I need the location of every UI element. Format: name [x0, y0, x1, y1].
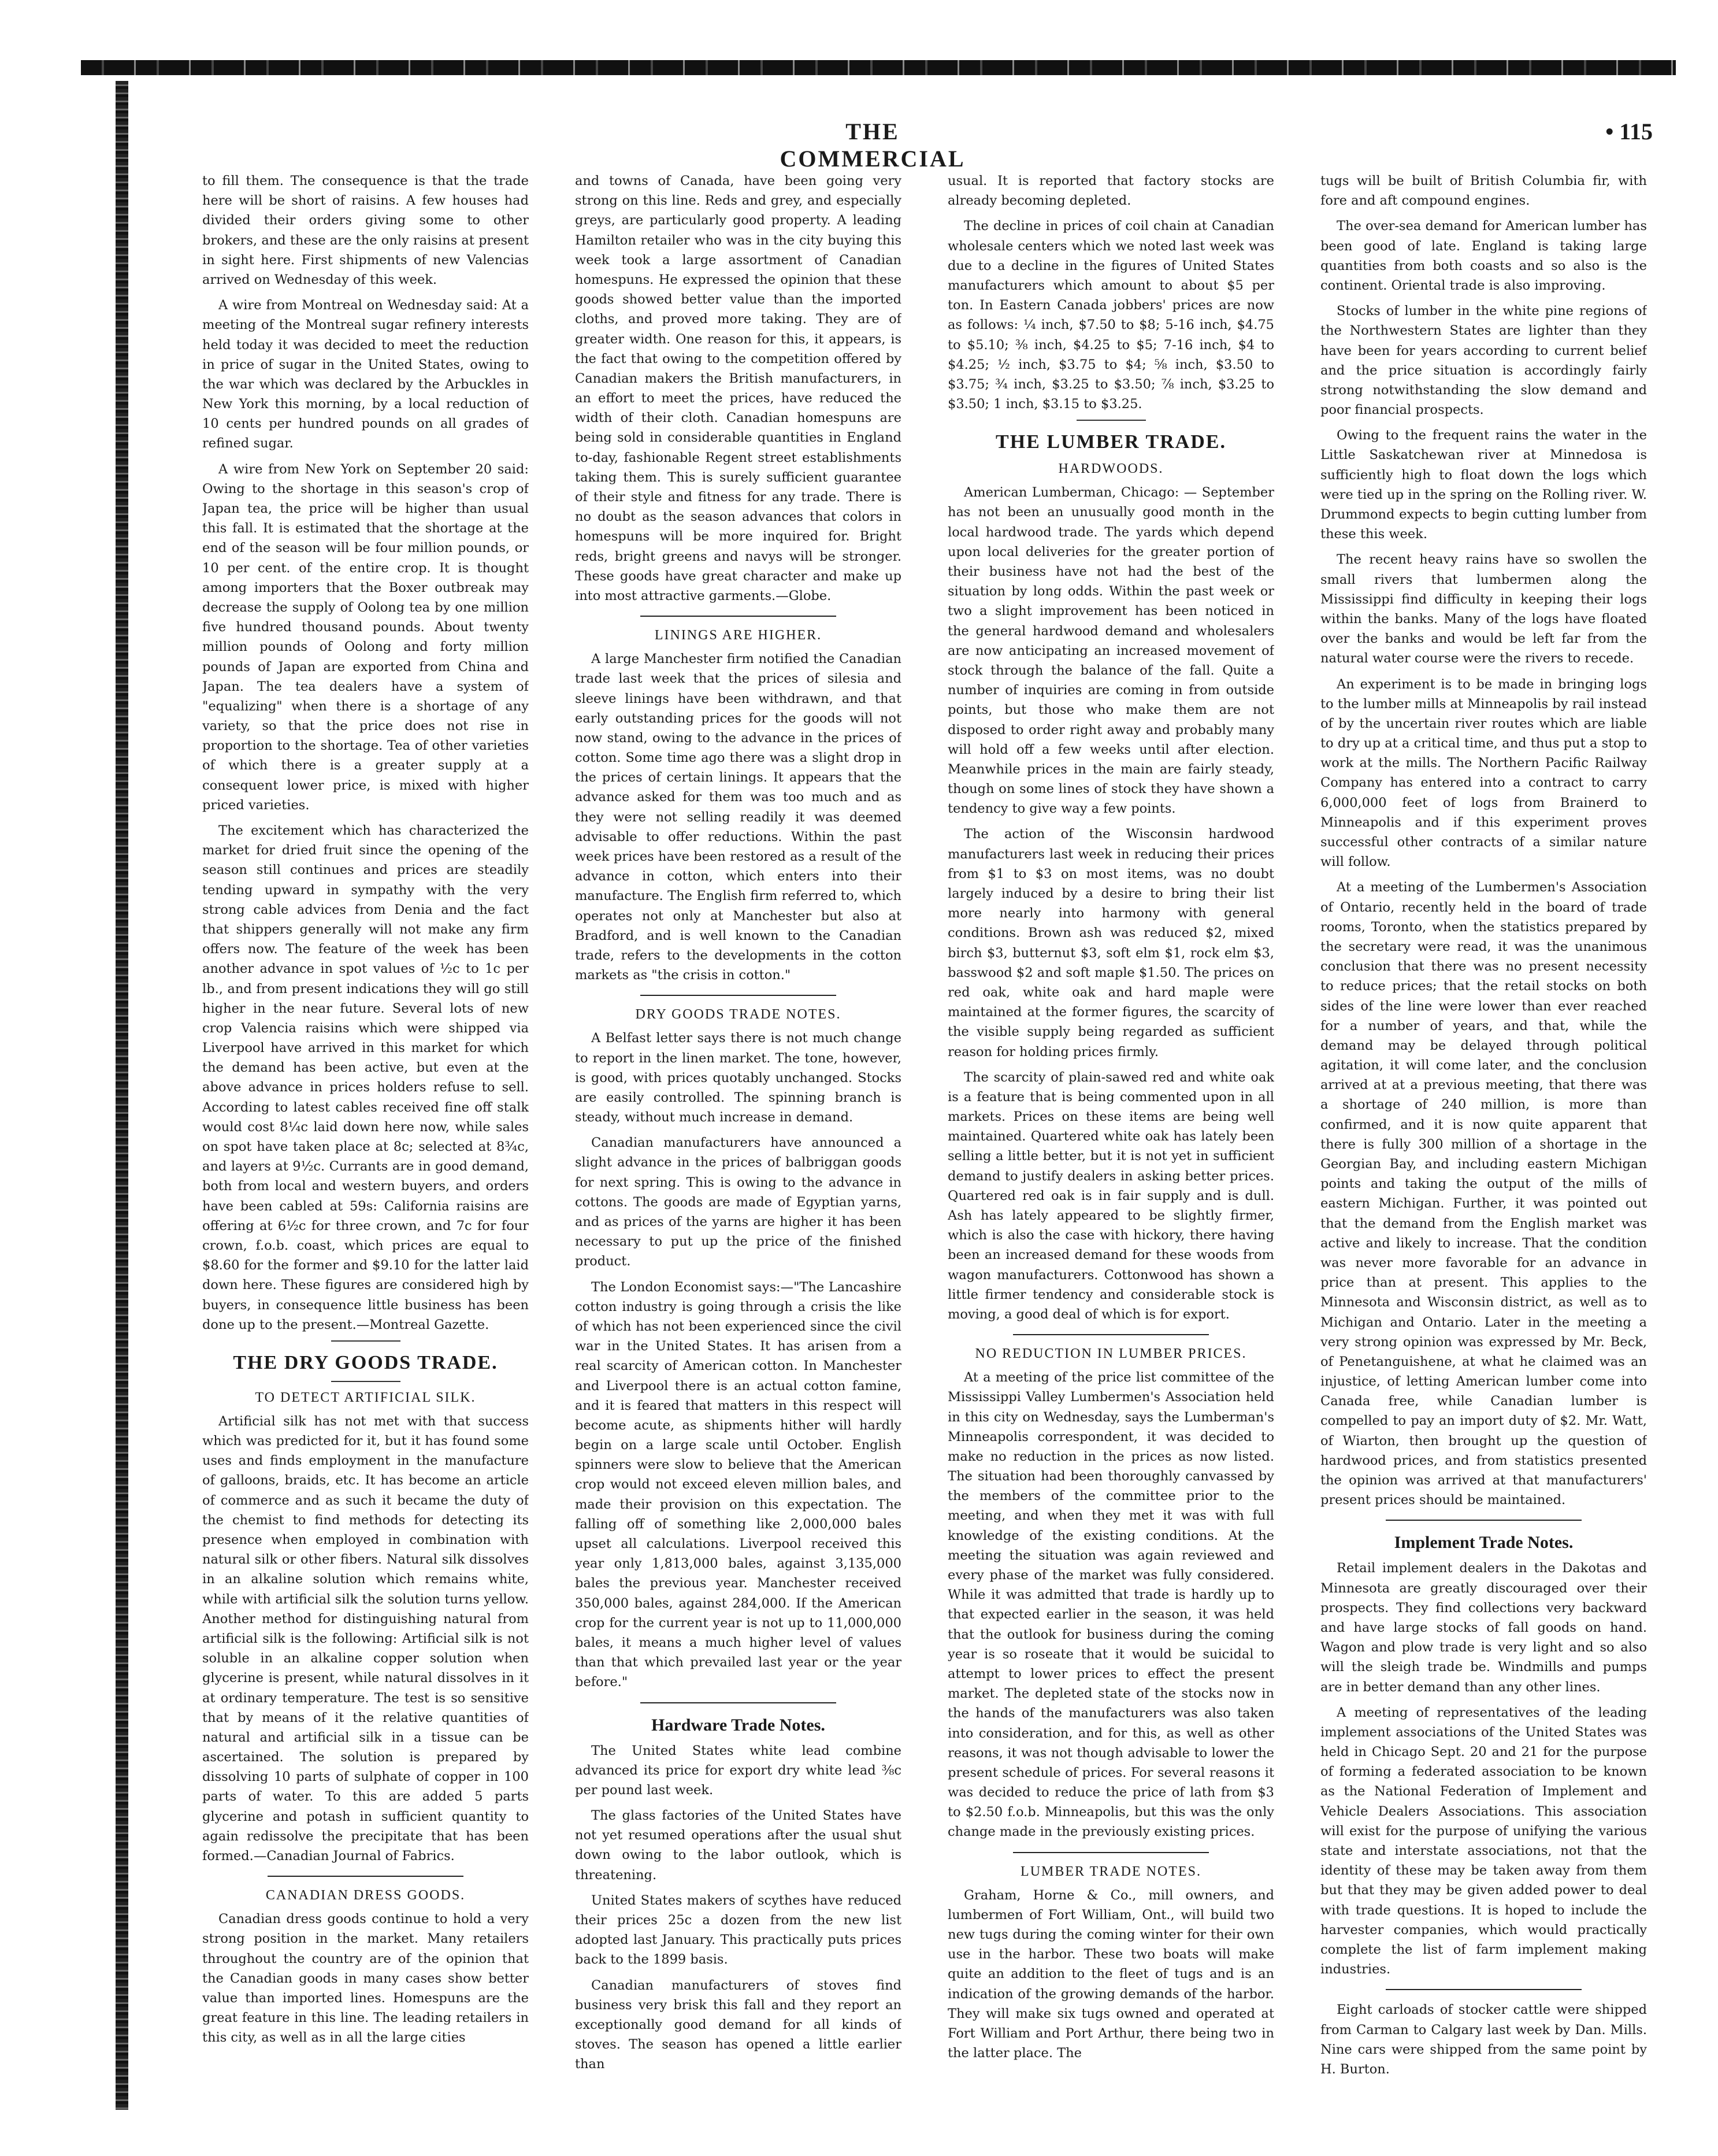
paragraph: Artificial silk has not met with that success which was predicted for it, but it has found some uses and finds employment in the manufacture of galloons, braids, etc. It has become an article of commerce and as such it became the duty of the chemist to find methods for detecting its presence when employed in combination with natural silk or other fibers. Natural silk dissolves in an alkaline solution which remains white, while with artificial silk the solution turns yellow. Another method for distinguishing natural from artificial silk is the following: Artificial silk is not soluble in an alkaline copper solution when glycerine is present, while natural dissolves in it at ordinary temperature. The test is so sensitive that by means of it the relative quantities of natural and artificial silk in a tissue can be ascertained. The solution is prepared by dissolving 10 parts of sulphate of copper in 100 parts of water. To this are added 5 parts glycerine and potash in sufficient quantity to again redissolve the precipitate that has been formed.—Canadian Journal of Fabrics. — [202, 1413, 529, 1864]
column-3 — [948, 171, 1274, 2096]
page-header — [0, 118, 1718, 172]
article-heading: Implement Trade Notes. — [1394, 1533, 1574, 1553]
paragraph: and towns of Canada, have been going very strong on this line. Reds and grey, and especially greys, are particularly good property. A leading Hamilton retailer who was in the city buying this week took a large assortment of Canadian homespuns. He expressed the opinion that these goods showed better value than the imported cloths, and proved more taking. They are of greater width. One reason for this, it appears, is the fact that owing to the competition offered by Canadian makers the British manufacturers, in an effort to meet the prices, have reduced the width of their cloth. Canadian homespuns are being sold in considerable quantities in England to-day, fashionable Regent street establishments taking them. This is surely sufficient guarantee of their style and fitness for any trade. There is no doubt as the season advances that colors in homespuns will be more inquired for. Bright reds, bright greens and navys will be stronger. These goods have great character and make up into most attractive garments.—Globe. — [575, 173, 901, 603]
divider — [1077, 420, 1146, 421]
paragraph: A large Manchester firm notified the Canadian trade last week that the prices of silesia and sleeve linings have been withdrawn, and that early outstanding prices for the goods will not now stand, owing to the advance in the prices of cotton. Some time ago there was a slight drop in the prices of certain linings. It appears that the advance asked for them was too much and as they were not selling readily it was deemed advisable to offer reductions. Within the past week prices have been restored as a result of the advance in cotton, which enters into their manufacture. The English firm referred to, which operates not only at Manchester but also at Bradford, and is well known to the Canadian trade, refers to the developments in the cotton markets as "the crisis in cotton." — [575, 651, 901, 983]
paragraph: Retail implement dealers in the Dakotas and Minnesota are greatly discouraged over their prospects. They find collections very backward and have large stocks of fall goods on hand. Wagon and plow trade is very light and so also will the sleigh trade be. Windmills and pumps are in better demand than any other lines. — [1320, 1561, 1647, 1695]
paragraph: Stocks of lumber in the white pine regions of the Northwestern States are lighter than they have been for years according to current belief and the price situation is accordingly fairly strong notwithstanding the slow demand and poor financial prospects. — [1320, 303, 1647, 418]
paragraph: The London Economist says:—"The Lancashire cotton industry is going through a crisis the like of which has not been experienced since the civil war in the United States. It has arisen from a real scarcity of American cotton. In Manchester and Liverpool there is an actual cotton famine, and it is feared that matters in this respect will become acute, as shipments hither will hardly begin on a large scale until October. English spinners were slow to believe that the American crop would not exceed eleven million bales, and made their provision on this expectation. The falling off of something like 2,000,000 bales upset all calculations. Liverpool received this year only 1,813,000 bales, against 3,135,000 bales the previous year. Manchester received 350,000 bales, against 284,000. If the American crop for the current year is not up to 11,000,000 bales, it means a much higher level of values than that which prevailed last year or the year before." — [575, 1279, 901, 1690]
paragraph: The recent heavy rains have so swollen the small rivers that lumbermen along the Mississippi find difficulty in keeping their logs within the banks. Many of the logs have floated over the banks and would be left far from the natural water course were the rivers to recede. — [1320, 552, 1647, 666]
paragraph: usual. It is reported that factory stocks are already becoming depleted. — [948, 173, 1274, 209]
column-4 — [1320, 171, 1647, 2096]
article-heading: DRY GOODS TRADE NOTES. — [635, 1007, 841, 1023]
paragraph: The over-sea demand for American lumber has been good of late. England is taking large quantities from both coasts and so also is the continent. Oriental trade is also improving. — [1320, 218, 1647, 293]
masthead: THE COMMERCIAL — [780, 118, 966, 172]
article-columns — [202, 171, 1647, 2096]
paragraph: An experiment is to be made in bringing logs to the lumber mills at Minneapolis by rail instead of by the uncertain river routes which are liable to dry up at a critical time, and thus put a stop to work at the mills. The Northern Pacific Railway Company has entered into a contract to carry 6,000,000 feet of logs from Brainerd to Minneapolis and if this experiment proves successful other contracts of a similar nature will follow. — [1320, 676, 1647, 870]
paragraph: A meeting of representatives of the leading implement associations of the United States was held in Chicago Sept. 20 and 21 for the purpose of forming a federated association to be known as the National Federation of Implement and Vehicle Dealers Associations. This association will exist for the purpose of unifying the various state and interstate associations, not that the identity of these may be taken away from them but that they may be given added power to deal with trade questions. It is hoped to include the harvester companies, which would practically complete the list of farm implement making industries. — [1320, 1705, 1647, 1977]
paragraph: The scarcity of plain-sawed red and white oak is a feature that is being commented upon in all markets. Prices on these items are being well maintained. Quartered white oak has lately been selling a little better, but it is not yet in sufficient demand to justify dealers in asking better prices. Quartered red oak is in fair supply and is dull. Ash has lately appeared to be slightly firmer, which is also the case with hickory, there having been an increased demand for these woods from wagon manufacturers. Cottonwood has shown a little firmer tendency and considerable stock is moving, a good deal of which is for export. — [948, 1069, 1274, 1322]
paragraph: tugs will be built of British Columbia fir, with fore and aft compound engines. — [1320, 173, 1647, 209]
binding-edge — [116, 81, 128, 2110]
divider — [268, 1873, 463, 1880]
page-number: • 115 — [1605, 118, 1653, 145]
paragraph: United States makers of scythes have reduced their prices 25c a dozen from the new list adopted last January. This practically puts prices back to the 1899 basis. — [575, 1892, 901, 1968]
paragraph: Canadian manufacturers have announced a slight advance in the prices of balbriggan goods for next spring. This is owing to the advance in cottons. The goods are made of Egyptian yarns, and as prices of the yarns are higher it has been necessary to put up the price of the finished product. — [575, 1135, 901, 1269]
paragraph: A Belfast letter says there is not much change to report in the linen market. The tone, however, is good, with prices quotably unchanged. Stocks are easily controlled. The spinning branch is steady, without much increase in demand. — [575, 1031, 901, 1125]
paragraph: At a meeting of the price list committee of the Mississippi Valley Lumbermen's Association held in this city on Wednesday, says the Lumberman's Minneapolis correspondent, it was decided to make no reduction in the prices as now listed. The situation had been thoroughly canvassed by the members of the committee prior to the meeting, and when they met it was with full knowledge of the existing conditions. At the meeting the situation was again reviewed and every phase of the market was fully considered. While it was admitted that trade is hardly up to that expected earlier in the season, it was held that the outlook for business during the coming year is so roseate that it would be suicidal to attempt to lower prices to effect the present market. The depleted state of the stocks now in the hands of the manufacturers was also taken into consideration, and for this, as well as other reasons, it was not though advisable to lower the present schedule of prices. For several reasons it was decided to reduce the price of lath from $3 to $2.50 f.o.b. Minneapolis, but this was the only change made in the previously existing prices. — [948, 1370, 1274, 1840]
divider — [1386, 1517, 1582, 1524]
paragraph: A wire from New York on September 20 said: Owing to the shortage in this season's crop of Japan tea, the price will be higher than usual this fall. It is estimated that the shortage at the end of the season will be four million pounds, or 10 per cent. of the entire crop. It is thought among importers that the Boxer outbreak may decrease the supply of Oolong tea by one million five hundred thousand pounds. About twenty million pounds of Oolong and forty million pounds of Japan are exported from China and Japan. The tea dealers have a system of "equalizing" when there is a shortage of any variety, so that the price does not rise in proportion to the shortage. Tea of other varieties of which there is a greater supply at a consequent lower price, is mixed with higher priced varieties. — [202, 461, 529, 813]
divider — [1013, 1849, 1209, 1856]
paragraph: At a meeting of the Lumbermen's Association of Ontario, recently held in the board of trade rooms, Toronto, when the statistics prepared by the secretary were read, it was the unanimous conclusion that there was no present necessity to reduce prices; that the retail stocks on both sides of the line were lower than ever reached for a number of years, and that, while the demand may be delayed through political agitation, it will come later, and the conclusion arrived at at a previous meeting, that there was a shortage of 240 million, is more than confirmed, and it is now quite apparent that there is fully 300 million of a shortage in the Georgian Bay, and including eastern Michigan points and taking the output of the mills of eastern Michigan. Further, it was pointed out that the demand from the English market was active and likely to increase. That the condition was never more favorable for an advance in price than at present. This applies to the Minnesota and Wisconsin district, as well as to Michigan and Ontario. Later in the meeting a very strong opinion was expressed by Mr. Beck, of Penetanguishene, at what he claimed was an injustice, of letting American lumber come into Canada free, while Canadian lumber is compelled to pay an import duty of $2. Mr. Watt, of Wiarton, then brought up the question of hardwood prices, and from statistics presented the opinion was arrived at that manufacturers' present prices should be maintained. — [1320, 880, 1647, 1508]
section-heading: THE DRY GOODS TRADE. — [233, 1351, 498, 1373]
article-heading: LININGS ARE HIGHER. — [654, 628, 822, 643]
top-border-rule — [81, 60, 1676, 75]
divider — [640, 992, 836, 999]
section-heading: THE LUMBER TRADE. — [996, 431, 1226, 453]
paragraph: The excitement which has characterized the market for dried fruit since the opening of the season still continues and prices are steadily tending upward in sympathy with the very strong cable advices from Denia and the fact that shippers generally will not make any firm offers now. The feature of the week has been another advance in spot values of ½c to 1c per lb., and from present indications they will go still higher in the near future. Several lots of new crop Valencia raisins which were shipped via Liverpool have arrived in this market for which the demand has been active, but even at the above advance in prices holders refuse to sell. According to latest cables received fine off stalk would cost 8¼c laid down here now, while sales on spot have taken place at 8c; selected at 8¾c, and layers at 9½c. Currants are in good demand, both from local and western buyers, and orders have been cabled at 59s: California raisins are offering at 6½c for three crown, and 7c for four crown, f.o.b. coast, which prices are equal to $8.60 for the former and $9.10 for the latter laid down here. These figures are considered high by buyers, in consequence little business has been done up to the present.—Montreal Gazette. — [202, 823, 529, 1332]
article-heading: CANADIAN DRESS GOODS. — [265, 1888, 466, 1903]
article-heading: Hardware Trade Notes. — [651, 1715, 825, 1735]
divider — [640, 613, 836, 620]
article-heading: HARDWOODS. — [1058, 461, 1164, 477]
article-heading: NO REDUCTION IN LUMBER PRICES. — [975, 1346, 1247, 1362]
article-heading: TO DETECT ARTIFICIAL SILK. — [255, 1390, 476, 1405]
paragraph: Eight carloads of stocker cattle were shipped from Carman to Calgary last week by Dan. Mills. Nine cars were shipped from the same point by H. Burton. — [1320, 2002, 1647, 2077]
column-2 — [575, 171, 901, 2096]
paragraph: to fill them. The consequence is that the trade here will be short of raisins. A few houses had divided their orders giving some to other brokers, and these are the only raisins at present in sight here. First shipments of new Valencias arrived on Wednesday of this week. — [202, 173, 529, 287]
paragraph: The glass factories of the United States have not yet resumed operations after the usual shut down owing to the labor outlook, which is threatening. — [575, 1808, 901, 1883]
paragraph: The decline in prices of coil chain at Canadian wholesale centers which we noted last week was due to a decline in the figures of United States manufacturers which amount to about $5 per ton. In Eastern Canada jobbers' prices are now as follows: ¼ inch, $7.50 to $8; 5-16 inch, $4.75 to $5.10; ⅜ inch, $4.25 to $5; 7-16 inch, $4 to $4.25; ½ inch, $3.75 to $4; ⅝ inch, $3.50 to $3.75; ¾ inch, $3.25 to $3.50; ⅞ inch, $3.25 to $3.50; 1 inch, $3.15 to $3.25. — [948, 218, 1274, 412]
paragraph: American Lumberman, Chicago: — September has not been an unusually good month in the local hardwood trade. The yards which depend upon local deliveries for the greater portion of their business have not had the best of the situation by long odds. Within the past week or two a slight improvement has been noticed in the general hardwood demand and wholesalers are now anticipating an increased movement of stock through the balance of the fall. Quite a number of inquiries are coming in from outside points, but those who make them are not disposed to order right away and probably many will hold off a few weeks until after election. Meanwhile prices in the main are fairly steady, though on some lines of stock they have shown a tendency to give way a few points. — [948, 485, 1274, 817]
divider — [331, 1340, 400, 1342]
divider — [1386, 1986, 1582, 1993]
divider — [1013, 1331, 1209, 1338]
paragraph: A wire from Montreal on Wednesday said: At a meeting of the Montreal sugar refinery interests held today it was decided to meet the reduction in price of sugar in the United States, owing to the war which was declared by the Arbuckles in New York this morning, by a local reduction of 10 cents per hundred pounds on all grades of refined sugar. — [202, 298, 529, 451]
divider — [640, 1699, 836, 1706]
paragraph: The action of the Wisconsin hardwood manufacturers last week in reducing their prices from $1 to $3 on most items, was no doubt largely induced by a desire to bring their list more nearly into harmony with general conditions. Brown ash was reduced $2, mixed birch $3, butternut $3, soft elm $1, rock elm $3, basswood $2 and soft maple $1.50. The prices on red oak, white oak and hard maple were maintained at the former figures, the scarcity of the visible supply being regarded as sufficient reason for holding prices firmly. — [948, 827, 1274, 1060]
paragraph: Canadian dress goods continue to hold a very strong position in the market. Many retailers throughout the country are of the opinion that the Canadian goods in many cases show better value than imported lines. Homespuns are the great feature in this line. The leading retailers in this city, as well as in all the large cities — [202, 1911, 529, 2046]
paragraph: Owing to the frequent rains the water in the Little Saskatchewan river at Minnedosa is sufficiently high to float down the logs which were tied up in the spring on the Rolling river. W. Drummond expects to begin cutting lumber from these this week. — [1320, 428, 1647, 542]
paragraph: Canadian manufacturers of stoves find business very brisk this fall and they report an exceptionally good demand for all kinds of stoves. The season has opened a little earlier than — [575, 1977, 901, 2072]
paragraph: The United States white lead combine advanced its price for export dry white lead ⅜c per pound last week. — [575, 1743, 901, 1798]
column-1 — [202, 171, 529, 2096]
divider — [331, 1381, 400, 1382]
article-heading: LUMBER TRADE NOTES. — [1021, 1864, 1201, 1879]
paragraph: Graham, Horne & Co., mill owners, and lumbermen of Fort William, Ont., will build two new tugs during the coming winter for their own use in the harbor. These two boats will make quite an addition to the fleet of tugs and is an indication of the growing demands of the harbor. They will make six tugs owned and operated at Fort William and Port Arthur, there being two in the latter place. The — [948, 1887, 1274, 2061]
